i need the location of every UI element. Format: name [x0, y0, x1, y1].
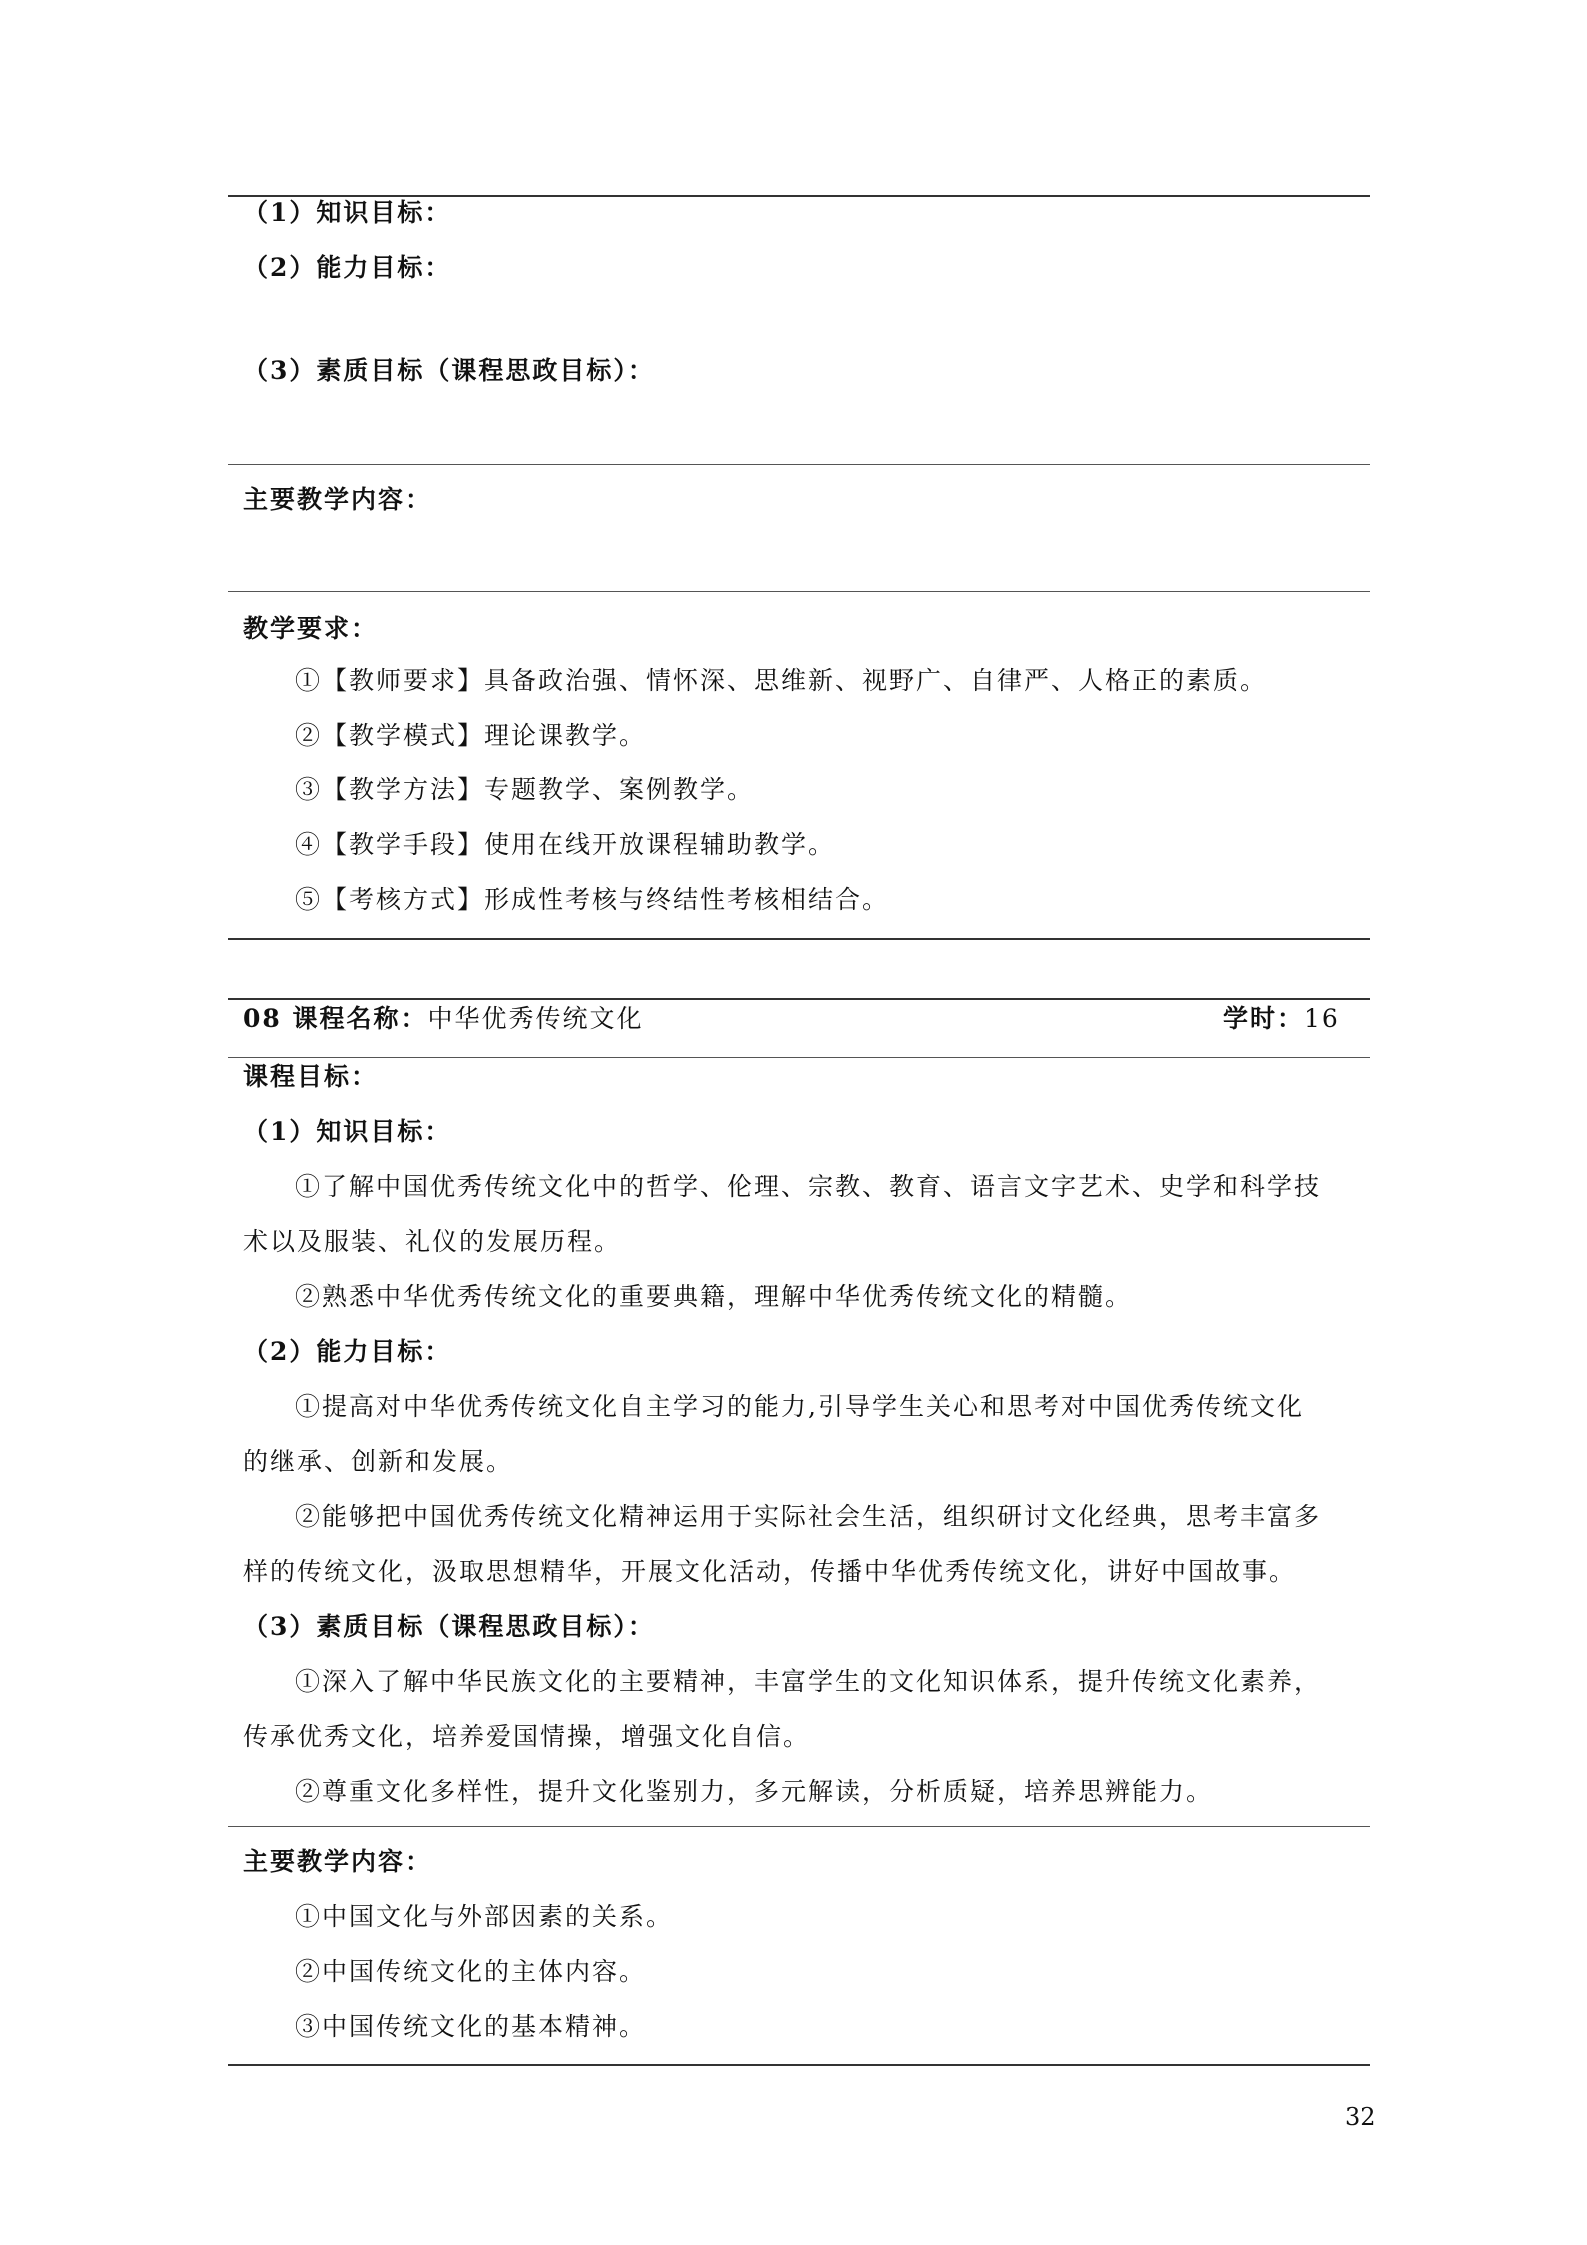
divider: [228, 464, 1370, 465]
knowledge-goal-heading: （1）知识目标：: [243, 198, 452, 227]
course-goals-heading: 课程目标：: [243, 1062, 379, 1091]
course-top-rule: [228, 998, 1370, 1000]
knowledge-goal-heading: （1）知识目标：: [243, 1117, 452, 1146]
content-item: ②中国传统文化的主体内容。: [295, 1957, 647, 1986]
paragraph-line: ①深入了解中华民族文化的主要精神，丰富学生的文化知识体系，提升传统文化素养，: [295, 1667, 1322, 1696]
course-hours-label: 学时：: [1223, 1004, 1305, 1033]
requirement-item: ④【教学手段】使用在线开放课程辅助教学。: [295, 830, 836, 859]
page-number: 32: [1345, 2103, 1376, 2131]
course-name: 中华优秀传统文化: [427, 1004, 644, 1033]
requirement-item: ②【教学模式】理论课教学。: [295, 721, 647, 750]
quality-goal-heading: （3）素质目标（课程思政目标）：: [243, 1612, 655, 1641]
paragraph-line: 传承优秀文化，培养爱国情操，增强文化自信。: [243, 1722, 811, 1751]
paragraph-line: ②熟悉中华优秀传统文化的重要典籍，理解中华优秀传统文化的精髓。: [295, 1282, 1133, 1311]
paragraph-line: 样的传统文化，汲取思想精华，开展文化活动，传播中华优秀传统文化，讲好中国故事。: [243, 1557, 1297, 1586]
main-content-heading: 主要教学内容：: [243, 485, 433, 514]
course-hours: [1223, 1002, 1340, 1036]
quality-goal-heading: （3）素质目标（课程思政目标）：: [243, 356, 655, 385]
content-item: ①中国文化与外部因素的关系。: [295, 1902, 674, 1931]
course-hours-value: 16: [1304, 1004, 1340, 1033]
requirement-item: ⑤【考核方式】形成性考核与终结性考核相结合。: [295, 885, 890, 914]
paragraph-line: ①提高对中华优秀传统文化自主学习的能力,引导学生关心和思考对中国优秀传统文化: [295, 1392, 1304, 1421]
main-content-heading: 主要教学内容：: [243, 1847, 433, 1876]
course-title-row: [243, 1002, 644, 1036]
course-number-label: 08 课程名称：: [243, 1004, 428, 1033]
paragraph-line: 术以及服装、礼仪的发展历程。: [243, 1227, 622, 1256]
requirements-heading: 教学要求：: [243, 614, 379, 643]
paragraph-line: 的继承、创新和发展。: [243, 1447, 514, 1476]
requirement-item: ③【教学方法】专题教学、案例教学。: [295, 775, 755, 804]
paragraph-line: ②尊重文化多样性，提升文化鉴别力，多元解读，分析质疑，培养思辨能力。: [295, 1777, 1214, 1806]
section-end-rule: [228, 2064, 1370, 2066]
divider: [228, 591, 1370, 592]
ability-goal-heading: （2）能力目标：: [243, 253, 452, 282]
paragraph-line: ①了解中国优秀传统文化中的哲学、伦理、宗教、教育、语言文字艺术、史学和科学技: [295, 1172, 1322, 1201]
divider: [228, 1826, 1370, 1827]
section-end-rule: [228, 938, 1370, 940]
requirement-item: ①【教师要求】具备政治强、情怀深、思维新、视野广、自律严、人格正的素质。: [295, 666, 1268, 695]
paragraph-line: ②能够把中国优秀传统文化精神运用于实际社会生活，组织研讨文化经典，思考丰富多: [295, 1502, 1322, 1531]
ability-goal-heading: （2）能力目标：: [243, 1337, 452, 1366]
divider: [228, 1057, 1370, 1058]
content-item: ③中国传统文化的基本精神。: [295, 2012, 647, 2041]
